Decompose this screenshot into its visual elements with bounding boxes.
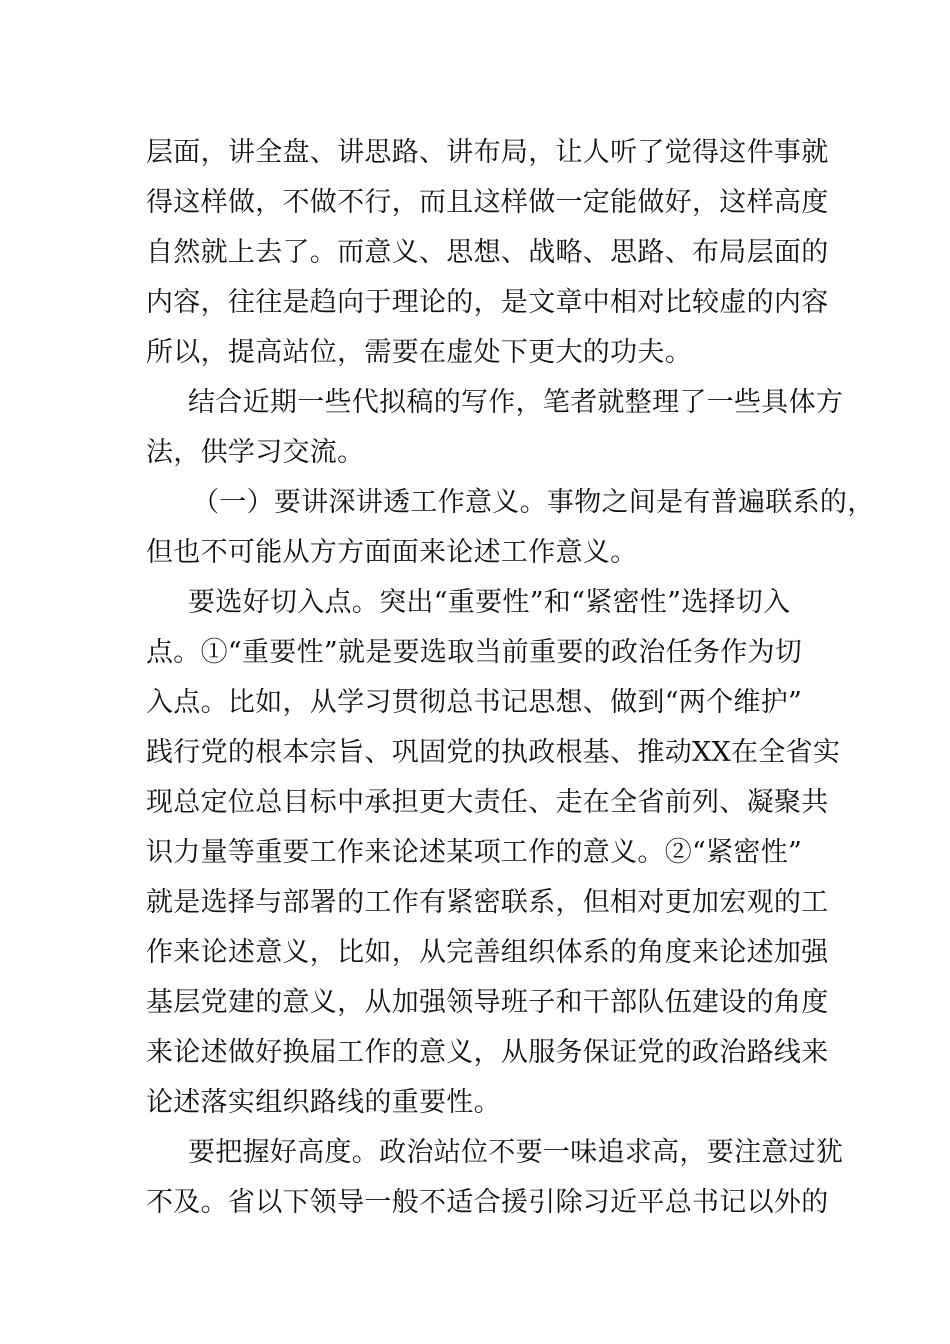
paragraph-first-line: 要把握好高度。政治站位不要一味追求高，要注意过犹 (188, 1137, 844, 1168)
text-line: 所以，提高站位，需要在虚处下更大的功夫。 (146, 337, 692, 368)
text-line: 得这样做，不做不行，而且这样做一定能做好，这样高度 (146, 187, 829, 218)
text-line: 践行党的根本宗旨、巩固党的执政根基、推动XX在全省实 (146, 737, 841, 768)
text-line: 作来论述意义，比如，从完善组织体系的角度来论述加强 (146, 937, 829, 968)
text-line: 入点。比如，从学习贯彻总书记思想、做到“两个维护” (146, 687, 803, 718)
section-heading-line: （一）要讲深讲透工作意义。事物之间是有普遍联系的， (192, 487, 875, 518)
text-line: 现总定位总目标中承担更大责任、走在全省前列、凝聚共 (146, 787, 829, 818)
text-line: 法，供学习交流。 (146, 437, 365, 468)
text-line: 论述落实组织路线的重要性。 (146, 1087, 501, 1118)
text-line: 基层党建的意义，从加强领导班子和干部队伍建设的角度 (146, 987, 829, 1018)
text-line: 层面，讲全盘、讲思路、讲布局，让人听了觉得这件事就 (146, 137, 829, 168)
text-line: 识力量等重要工作来论述某项工作的意义。②“紧密性” (146, 837, 803, 868)
text-line: 就是选择与部署的工作有紧密联系，但相对更加宏观的工 (146, 887, 829, 918)
paragraph-first-line: 结合近期一些代拟稿的写作，笔者就整理了一些具体方 (188, 387, 844, 418)
text-line: 但也不可能从方方面面来论述工作意义。 (146, 537, 638, 568)
text-line: 不及。省以下领导一般不适合援引除习近平总书记以外的 (146, 1187, 829, 1218)
text-line: 点。①“重要性”就是要选取当前重要的政治任务作为切 (146, 637, 803, 668)
text-line: 自然就上去了。而意义、思想、战略、思路、布局层面的 (146, 237, 829, 268)
paragraph-first-line: 要选好切入点。突出“重要性”和“紧密性”选择切入 (188, 587, 791, 618)
text-line: 来论述做好换届工作的意义，从服务保证党的政治路线来 (146, 1037, 829, 1068)
text-line: 内容，往往是趋向于理论的，是文章中相对比较虚的内容 (146, 287, 829, 318)
